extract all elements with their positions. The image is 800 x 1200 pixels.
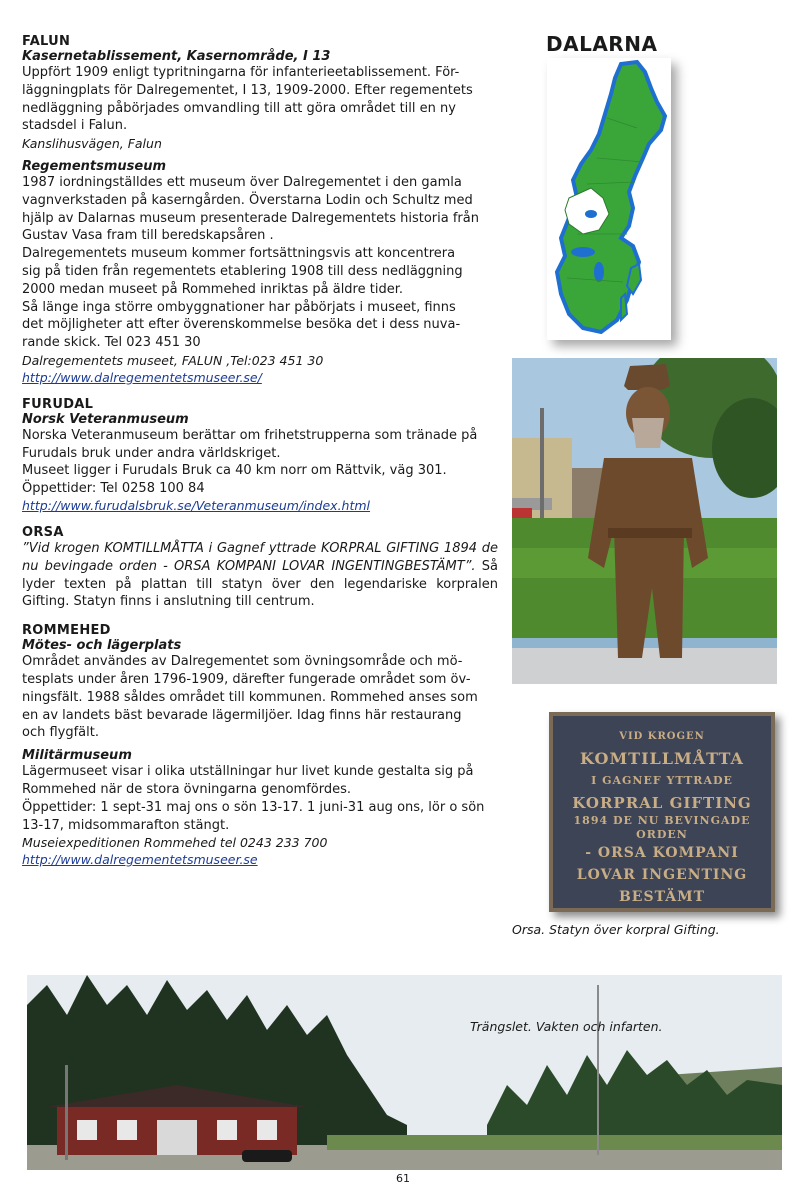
- website-link[interactable]: http://www.dalregementetsmuseer.se/: [22, 369, 262, 385]
- section-orsa: [22, 525, 498, 611]
- body-line: 13-17, midsommarafton stängt.: [22, 817, 230, 833]
- plaque-line: - ORSA KOMPANI: [585, 845, 739, 861]
- body-line: Museet ligger i Furudals Bruk ca 40 km norr om Rättvik, väg 301.: [22, 463, 447, 479]
- main-text-column: [22, 34, 498, 879]
- body-line: stadsdel i Falun.: [22, 118, 128, 134]
- statue-caption: Orsa. Statyn över korpral Gifting.: [512, 922, 720, 937]
- plaque-line: LOVAR INGENTING: [576, 867, 748, 883]
- plaque-line: I GAGNEF YTTRADE: [591, 774, 733, 787]
- body-line: en av landets bäst bevarade lägermiljöer. Idag finns här restaurang: [22, 707, 462, 723]
- section-rommehed: [22, 623, 498, 867]
- body-line: läggningplats för Dalregementet, I 13, 1909-2000. Efter regementets: [22, 82, 473, 98]
- plaque-line: VID KROGEN: [619, 731, 705, 742]
- lake-vattern: [594, 262, 604, 282]
- place-heading: FURUDAL: [22, 396, 94, 412]
- place-heading: FALUN: [22, 34, 71, 49]
- section-furudal: [22, 397, 498, 513]
- body-line: Rommehed när de stora övningarna genomfördes.: [22, 781, 351, 797]
- body-line: vagnverkstaden på kaserngården. Överstarna Lodin och Schultz med: [22, 192, 473, 208]
- website-link[interactable]: http://www.furudalsbruk.se/Veteranmuseum/index.html: [22, 497, 371, 513]
- body-text: Så lyder texten på plattan till statyn över den legendariske korpralen Gifting. Statyn finns i anslutning till centrum.: [22, 558, 498, 610]
- region-title: DALARNA: [546, 32, 658, 56]
- plaque-quote: ”Vid krogen KOMTILLMÅTTA i Gagnef yttrade KORPRAL GIFTING 1894 de nu bevingade orden - ORSA KOMPANI LOVAR INGENTINGBESTÄMT”.: [22, 540, 498, 574]
- body-line: Lägermuseet visar i olika utställningar hur livet kunde gestalta sig på: [22, 764, 474, 780]
- car: [242, 1150, 292, 1162]
- flagpole: [597, 985, 599, 1155]
- body-line: 2000 medan museet på Rommehed inriktas på äldre tider.: [22, 281, 403, 297]
- page-number: 61: [396, 1172, 410, 1185]
- body-line: Så länge inga större ombyggnationer har påbörjats i museet, finns: [22, 299, 456, 315]
- body-line: sig på tiden från regementets etablering 1908 till dess nedläggning: [22, 263, 463, 279]
- place-heading: ROMMEHED: [22, 623, 111, 639]
- statue-cap: [624, 364, 670, 390]
- plaque-line: KOMTILLMÅTTA: [580, 749, 744, 768]
- contact-line: Museiexpeditionen Rommehed tel 0243 233 700: [22, 835, 328, 851]
- body-line: Furudals bruk under andra världskriget.: [22, 445, 281, 461]
- body-line: Norska Veteranmuseum berättar om frihetstrupperna som tränade på: [22, 427, 478, 443]
- body-line: nedläggning påbörjades omvandling till att göra området till en ny: [22, 100, 456, 116]
- landscape-photo: [27, 975, 782, 1170]
- plaque-line: KORPRAL GIFTING: [572, 794, 752, 812]
- museum-title: Regementsmuseum: [22, 158, 167, 174]
- place-heading: ORSA: [22, 524, 64, 540]
- contact-line: Dalregementets museet, FALUN ,Tel:023 451 30: [22, 352, 324, 368]
- landscape-caption: Trängslet. Vakten och infarten.: [470, 1019, 663, 1034]
- body-line: rande skick. Tel 023 451 30: [22, 335, 201, 351]
- body-line: Öppettider: 1 sept-31 maj ons o sön 13-17. 1 juni-31 aug ons, lör o sön: [22, 799, 485, 815]
- statue-plaque: [549, 712, 775, 912]
- plaque-line: BESTÄMT: [618, 889, 706, 905]
- body-line: 1987 iordningställdes ett museum över Dalregementet i den gamla: [22, 174, 462, 190]
- website-link[interactable]: http://www.dalregementetsmuseer.se: [22, 852, 258, 868]
- museum-title: Militärmuseum: [22, 748, 132, 764]
- landscape-scene: [27, 975, 782, 1170]
- statue-scene: [512, 358, 777, 684]
- sweden-map: [547, 58, 671, 340]
- body-line: Gustav Vasa fram till beredskapsåren .: [22, 228, 274, 244]
- section-subtitle: Kasernetablissement, Kasernområde, I 13: [22, 49, 331, 64]
- body-line: Öppettider: Tel 0258 100 84: [22, 481, 205, 497]
- body-line: det möjligheter att efter överenskommelse besöka det i dess nuva-: [22, 317, 461, 333]
- body-line: Området användes av Dalregementet som övningsområde och mö-: [22, 654, 463, 670]
- body-line: och flygfält.: [22, 725, 99, 741]
- sweden-map-graphic: [547, 58, 671, 340]
- section-subtitle: Norsk Veteranmuseum: [22, 411, 189, 427]
- plaque-line: ORDEN: [636, 828, 688, 841]
- body-line: Dalregementets museum kommer fortsättningsvis att koncentrera: [22, 246, 456, 262]
- lake-vanern: [571, 247, 595, 257]
- section-subtitle: Mötes- och lägerplats: [22, 638, 182, 654]
- body-line: ningsfält. 1988 såldes området till kommunen. Rommehed anses som: [22, 689, 478, 705]
- statue-photo: [512, 358, 777, 684]
- body-line: tesplats under åren 1796-1909, därefter fungerade området som öv-: [22, 671, 471, 687]
- plaque-line: 1894 DE NU BEVINGADE: [573, 814, 751, 827]
- body-line: Uppfört 1909 enligt typritningarna för infanterieetablissement. För-: [22, 65, 460, 80]
- plaque-text: [553, 726, 771, 908]
- section-falun: [22, 34, 498, 385]
- body-line: hjälp av Dalarnas museum presenterade Dalregementets historia från: [22, 210, 479, 226]
- address: Kanslihusvägen, Falun: [22, 136, 162, 152]
